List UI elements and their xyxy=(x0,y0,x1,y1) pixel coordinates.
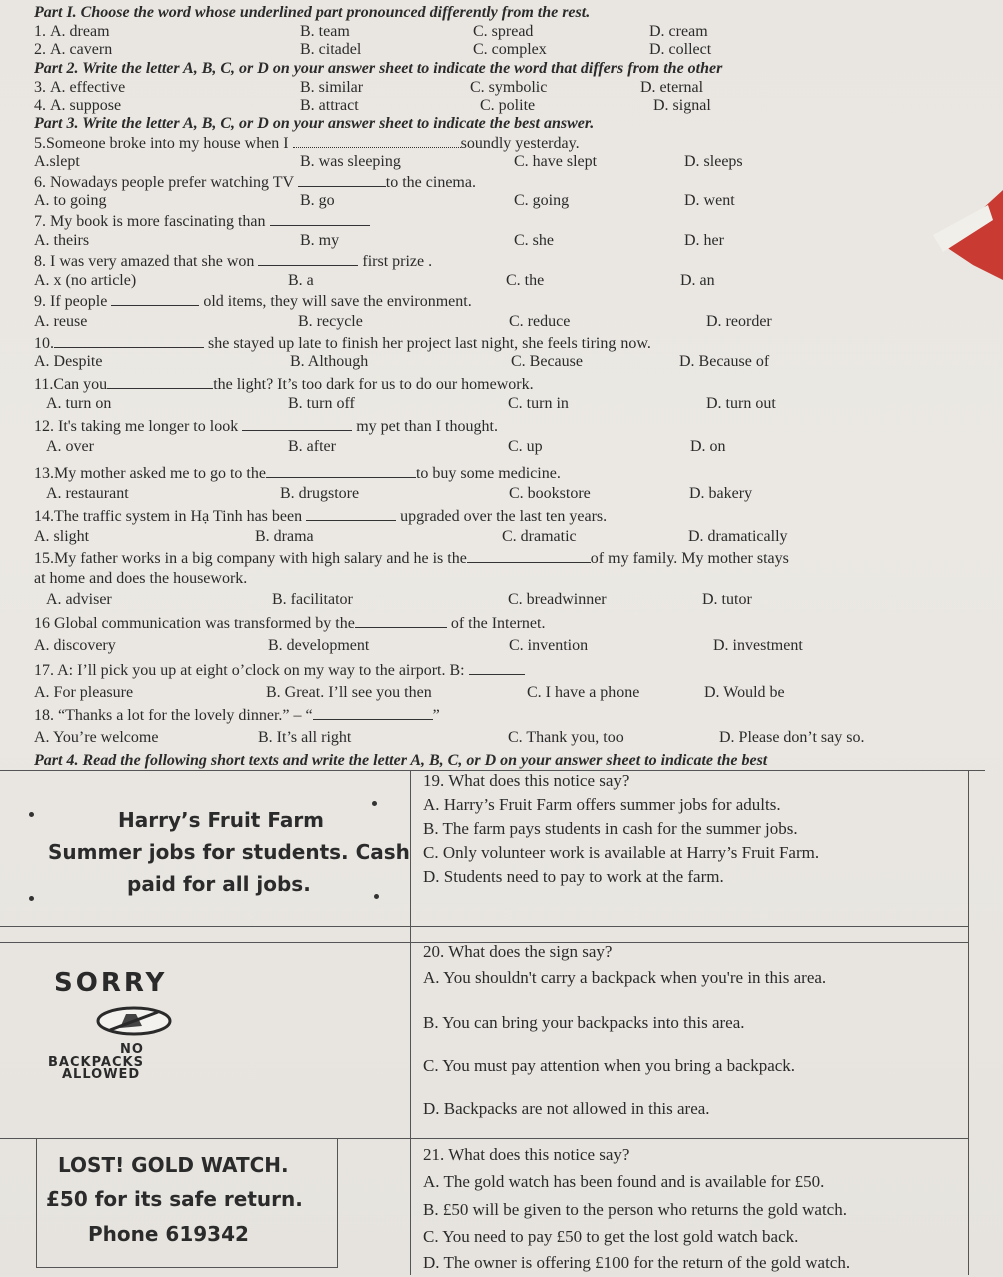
q21-option-a: A. The gold watch has been found and is available for £50. xyxy=(423,1172,825,1191)
q15-stem: 15.My father works in a big company with high salary and he is the of my family. My mother stays xyxy=(34,550,789,567)
q8-option-c: C. the xyxy=(506,272,545,289)
q2-option-d: D. collect xyxy=(649,41,712,58)
q12-option-a: A. over xyxy=(46,438,94,455)
q11-option-a: A. turn on xyxy=(46,395,112,412)
q20-option-a: A. You shouldn't carry a backpack when you're in this area. xyxy=(423,968,827,987)
q5-stem: 5.Someone broke into my house when I soundly yesterday. xyxy=(34,135,580,152)
q16-option-c: C. invention xyxy=(509,637,589,654)
q10-option-d: D. Because of xyxy=(679,353,770,370)
q12-option-c: C. up xyxy=(508,438,543,455)
q9-option-d: D. reorder xyxy=(706,313,772,330)
q21-option-c: C. You need to pay £50 to get the lost gold watch back. xyxy=(423,1227,799,1246)
q6-option-d: D. went xyxy=(684,192,735,209)
q16-stem: 16 Global communication was transformed by the of the Internet. xyxy=(34,615,546,632)
q7-option-a: A. theirs xyxy=(34,232,90,249)
q19-option-c: C. Only volunteer work is available at Harry’s Fruit Farm. xyxy=(423,843,820,862)
sign-no: NO xyxy=(120,1042,144,1057)
q18-option-d: D. Please don’t say so. xyxy=(719,729,865,746)
q5-option-c: C. have slept xyxy=(514,153,598,170)
q16-option-a: A. discovery xyxy=(34,637,116,654)
q21-option-d: D. The owner is offering £100 for the return of the gold watch. xyxy=(423,1253,851,1272)
q2-option-b: B. citadel xyxy=(300,41,362,58)
q18-option-b: B. It’s all right xyxy=(258,729,352,746)
q12-option-b: B. after xyxy=(288,438,336,455)
q13-option-d: D. bakery xyxy=(689,485,753,502)
q7-stem: 7. My book is more fascinating than xyxy=(34,211,370,231)
q11-option-b: B. turn off xyxy=(288,395,355,412)
q1-option-a: A. dream xyxy=(50,23,110,40)
red-paper-fragment xyxy=(933,190,1003,280)
no-backpacks-sign xyxy=(40,960,230,1090)
q14-option-b: B. drama xyxy=(255,528,314,545)
q6-option-c: C. going xyxy=(514,192,570,209)
q4-option-c: C. polite xyxy=(480,97,536,114)
q10-option-c: C. Because xyxy=(511,353,583,370)
notice3-line1: LOST! GOLD WATCH. xyxy=(58,1153,289,1177)
q19-option-d: D. Students need to pay to work at the farm. xyxy=(423,867,724,886)
q16-option-d: D. investment xyxy=(713,637,803,654)
q17-option-b: B. Great. I’ll see you then xyxy=(266,684,432,701)
q17-option-d: D. Would be xyxy=(704,684,785,701)
bullet-dot xyxy=(29,812,34,817)
backpack-prohibited-icon xyxy=(96,1006,172,1036)
q11-option-c: C. turn in xyxy=(508,395,569,412)
q4-option-d: D. signal xyxy=(653,97,711,114)
q11-option-d: D. turn out xyxy=(706,395,776,412)
q17-stem: 17. A: I’ll pick you up at eight o’clock on my way to the airport. B: xyxy=(34,660,525,680)
q9-option-c: C. reduce xyxy=(509,313,571,330)
q4-option-b: B. attract xyxy=(300,97,359,114)
q15-option-c: C. breadwinner xyxy=(508,591,607,608)
q3-option-a: A. effective xyxy=(50,79,126,96)
q16-option-b: B. development xyxy=(268,637,370,654)
notice3-line3: Phone 619342 xyxy=(88,1222,249,1246)
q13-option-b: B. drugstore xyxy=(280,485,360,502)
q6-option-a: A. to going xyxy=(34,192,107,209)
bullet-dot xyxy=(374,894,379,899)
q17-option-a: A. For pleasure xyxy=(34,684,134,701)
q3-number: 3. xyxy=(34,79,46,96)
q1-option-b: B. team xyxy=(300,23,350,40)
sign-allowed: ALLOWED xyxy=(62,1067,141,1082)
notice1-line2: Summer jobs for students. Cash xyxy=(48,840,410,864)
q20-option-d: D. Backpacks are not allowed in this area. xyxy=(423,1099,710,1118)
q15-option-b: B. facilitator xyxy=(272,591,353,608)
q1-number: 1. xyxy=(34,23,46,40)
q3-option-c: C. symbolic xyxy=(470,79,548,96)
q15-option-d: D. tutor xyxy=(702,591,752,608)
q11-stem: 11.Can you the light? It’s too dark for us to do our homework. xyxy=(34,376,534,393)
q14-option-a: A. slight xyxy=(34,528,90,545)
q9-option-a: A. reuse xyxy=(34,313,88,330)
q7-option-d: D. her xyxy=(684,232,724,249)
q18-stem: 18. “Thanks a lot for the lovely dinner.” – “ ” xyxy=(34,707,440,724)
q10-stem: 10. she stayed up late to finish her project last night, she feels tiring now. xyxy=(34,335,651,352)
q3-option-d: D. eternal xyxy=(640,79,704,96)
q10-option-b: B. Although xyxy=(290,353,369,370)
q21-option-b: B. £50 will be given to the person who returns the gold watch. xyxy=(423,1200,847,1219)
q8-option-a: A. x (no article) xyxy=(34,272,137,289)
q3-option-b: B. similar xyxy=(300,79,364,96)
q20-question: 20. What does the sign say? xyxy=(423,942,613,961)
q5-option-a: A.slept xyxy=(34,153,80,170)
q12-stem: 12. It's taking me longer to look my pet than I thought. xyxy=(34,418,498,435)
notice3-line2: £50 for its safe return. xyxy=(46,1187,303,1211)
q20-option-c: C. You must pay attention when you bring a backpack. xyxy=(423,1056,796,1075)
q8-option-d: D. an xyxy=(680,272,715,289)
q2-option-c: C. complex xyxy=(473,41,547,58)
sign-backpacks: BACKPACKS xyxy=(48,1055,144,1070)
notice1-line1: Harry’s Fruit Farm xyxy=(118,808,325,832)
q14-stem: 14.The traffic system in Hạ Tinh has been upgraded over the last ten years. xyxy=(34,508,608,525)
q2-option-a: A. cavern xyxy=(50,41,113,58)
q13-option-a: A. restaurant xyxy=(46,485,129,502)
q5-option-b: B. was sleeping xyxy=(300,153,401,170)
q4-option-a: A. suppose xyxy=(50,97,122,114)
q18-option-c: C. Thank you, too xyxy=(508,729,624,746)
q8-stem: 8. I was very amazed that she won first prize . xyxy=(34,253,433,270)
q9-option-b: B. recycle xyxy=(298,313,363,330)
q9-stem: 9. If people old items, they will save the environment. xyxy=(34,293,472,310)
q4-number: 4. xyxy=(34,97,46,114)
q8-option-b: B. a xyxy=(288,272,314,289)
q18-option-a: A. You’re welcome xyxy=(34,729,159,746)
q17-option-c: C. I have a phone xyxy=(527,684,640,701)
q12-option-d: D. on xyxy=(690,438,726,455)
q14-option-c: C. dramatic xyxy=(502,528,577,545)
part1-title: Part I. Choose the word whose underlined part pronounced differently from the rest. xyxy=(34,4,591,21)
q19-question: 19. What does this notice say? xyxy=(423,771,630,790)
q1-option-d: D. cream xyxy=(649,23,708,40)
q5-option-d: D. sleeps xyxy=(684,153,743,170)
q10-option-a: A. Despite xyxy=(34,353,103,370)
bullet-dot xyxy=(29,896,34,901)
part3-title: Part 3. Write the letter A, B, C, or D on your answer sheet to indicate the best answer. xyxy=(34,115,595,132)
q19-option-a: A. Harry’s Fruit Farm offers summer jobs for adults. xyxy=(423,795,781,814)
q13-stem: 13.My mother asked me to go to the to buy some medicine. xyxy=(34,465,561,482)
q20-option-b: B. You can bring your backpacks into this area. xyxy=(423,1013,745,1032)
q21-question: 21. What does this notice say? xyxy=(423,1145,630,1164)
q6-stem: 6. Nowadays people prefer watching TV to the cinema. xyxy=(34,174,476,191)
q6-option-b: B. go xyxy=(300,192,335,209)
part2-title: Part 2. Write the letter A, B, C, or D on your answer sheet to indicate the word that differs from the other xyxy=(34,60,723,77)
q19-option-b: B. The farm pays students in cash for the summer jobs. xyxy=(423,819,798,838)
q15-stem-line2: at home and does the housework. xyxy=(34,570,248,587)
q7-option-b: B. my xyxy=(300,232,340,249)
q15-option-a: A. adviser xyxy=(46,591,112,608)
q1-option-c: C. spread xyxy=(473,23,534,40)
q13-option-c: C. bookstore xyxy=(509,485,591,502)
part4-title: Part 4. Read the following short texts and write the letter A, B, C, or D on your answer sheet to indicate the best xyxy=(34,752,768,769)
sign-sorry: SORRY xyxy=(54,968,168,998)
q14-option-d: D. dramatically xyxy=(688,528,788,545)
bullet-dot xyxy=(372,801,377,806)
q7-option-c: C. she xyxy=(514,232,554,249)
q2-number: 2. xyxy=(34,41,46,58)
notice1-line3: paid for all jobs. xyxy=(127,872,311,896)
